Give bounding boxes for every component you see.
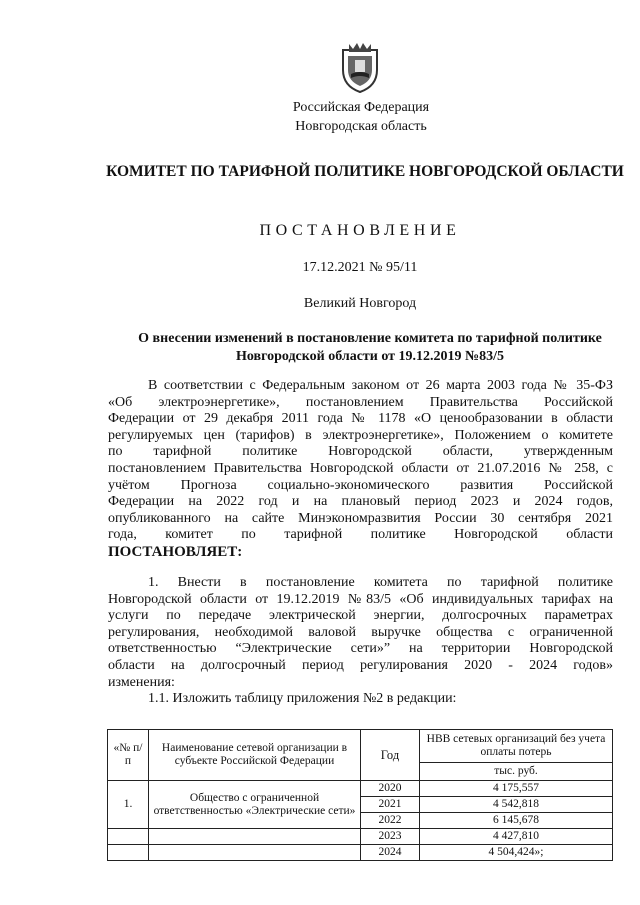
row-org-name: Общество с ограниченной ответственностью «Электрические сети» xyxy=(149,781,361,829)
row-org-empty xyxy=(149,845,361,861)
header-nvv: НВВ сетевых организаций без учета оплаты потерь xyxy=(420,730,613,763)
table-row xyxy=(108,845,613,861)
decree-word: ПОСТАНОВЛЯЕТ: xyxy=(108,543,243,560)
document-type: ПОСТАНОВЛЕНИЕ xyxy=(259,222,461,239)
header-unit: тыс. руб. xyxy=(420,763,613,781)
text-line: «Об электроэнергетике», постановлением Правительства Российской xyxy=(108,394,613,410)
text-line: 1. Внести в постановление комитета по тарифной политике xyxy=(148,575,613,590)
document-city: Великий Новгород xyxy=(303,296,417,311)
preamble-paragraph xyxy=(108,378,613,561)
row-value: 4 504,424»; xyxy=(420,845,613,861)
committee-name: КОМИТЕТ ПО ТАРИФНОЙ ПОЛИТИКЕ НОВГОРОДСКОЙ ОБЛАСТИ xyxy=(106,163,624,180)
text-line: Федерации от 29 декабря 2011 года № 1178 «О ценообразовании в области xyxy=(108,411,613,427)
text-line: постановлением Правительства Новгородской области от 21.07.2016 № 258, с xyxy=(108,460,613,476)
text-line: учётом Прогноза социально-экономического развития Российской xyxy=(108,477,613,493)
text-line: ответственностью “Электрические сети»” на территории Новгородской xyxy=(108,641,613,657)
document-title-line: Новгородской области от 19.12.2019 №83/5 xyxy=(235,349,505,364)
text-line: опубликованного на сайте Минэкономразвития России 30 сентября 2021 xyxy=(108,510,613,526)
header-org-name: Наименование сетевой организации в субъекте Российской Федерации xyxy=(149,730,361,781)
country-name: Российская Федерация xyxy=(292,100,430,115)
table-row xyxy=(108,781,613,797)
sub-item-1-1: 1.1. Изложить таблицу приложения №2 в редакции: xyxy=(148,691,457,707)
row-year: 2024 xyxy=(361,845,420,861)
document-title-line: О внесении изменений в постановление комитета по тарифной политике xyxy=(138,331,602,346)
tariff-table xyxy=(107,729,613,861)
document-title xyxy=(100,330,640,366)
row-year: 2021 xyxy=(361,797,420,813)
text-line: области на долгосрочный период регулирования 2020 - 2024 годов» xyxy=(108,657,613,673)
row-year: 2020 xyxy=(361,781,420,797)
coat-of-arms-emblem xyxy=(335,40,385,94)
row-value: 4 542,818 xyxy=(420,797,613,813)
row-year: 2022 xyxy=(361,813,420,829)
text-line: Новгородской области от 19.12.2019 №83/5 «Об индивидуальных тарифах на xyxy=(108,591,613,607)
row-num-empty xyxy=(108,829,149,845)
row-num: 1. xyxy=(108,781,149,829)
text-line: года, комитет по тарифной политике Новгородской области xyxy=(108,527,613,543)
text-line: В соответствии с Федеральным законом от 26 марта 2003 года № 35-ФЗ xyxy=(148,378,613,393)
row-org-empty xyxy=(149,829,361,845)
region-name: Новгородская область xyxy=(295,119,427,134)
header-year: Год xyxy=(361,730,420,781)
row-num-empty xyxy=(108,845,149,861)
item-1-paragraph xyxy=(108,575,613,708)
table-header-row xyxy=(108,730,613,763)
table-row xyxy=(108,829,613,845)
text-line: регулируемых цен (тарифов) в электроэнергетике», Положением о комитете xyxy=(108,427,613,443)
text-line: изменения: xyxy=(108,674,175,690)
text-line: регулирования, необходимой валовой выручке общества с ограниченной xyxy=(108,624,613,640)
row-value: 6 145,678 xyxy=(420,813,613,829)
text-line: по тарифной политике Новгородской области, утвержденным xyxy=(108,444,613,460)
document-date-number: 17.12.2021 № 95/11 xyxy=(302,260,418,275)
row-value: 4 175,557 xyxy=(420,781,613,797)
row-value: 4 427,810 xyxy=(420,829,613,845)
header-num: «№ п/п xyxy=(108,730,149,781)
row-year: 2023 xyxy=(361,829,420,845)
text-line: Федерации на 2022 год и на плановый период 2023 и 2024 годов, xyxy=(108,494,613,510)
text-line: услуги по передаче электрической энергии, долгосрочных параметрах xyxy=(108,608,613,624)
